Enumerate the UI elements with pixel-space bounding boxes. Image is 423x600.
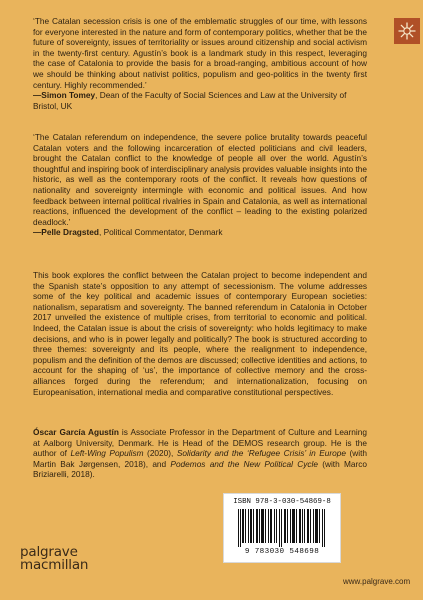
- endorsement-quote-2: [33, 132, 367, 238]
- quote-affiliation: , Dean of the Faculty of Social Sciences and Law at the University of Bristol, UK: [33, 90, 347, 111]
- barcode-bars: [238, 509, 326, 547]
- quote-author: —Simon Tomey: [33, 90, 96, 101]
- book-title: Left-Wing Populism: [70, 448, 144, 459]
- bio-segment: (2020),: [143, 448, 177, 459]
- isbn-label: ISBN 978-3-030-54869-8: [233, 498, 331, 506]
- quote-attribution: [33, 90, 367, 111]
- quote-attribution: [33, 227, 367, 238]
- bio-segment: is Associate Professor in the Department of Culture and Learning at Aalborg University, Denmark. He is Head of the DEMOS research group. He is the author of: [33, 427, 367, 459]
- author-name: Óscar García Agustín: [33, 427, 119, 437]
- isbn-barcode: [223, 493, 341, 563]
- endorsement-quote-1: [33, 16, 367, 111]
- publisher-name-line2: macmillan: [20, 557, 89, 573]
- book-description: [33, 270, 367, 397]
- quote-affiliation: , Political Commentator, Denmark: [98, 227, 223, 238]
- book-title: Podemos and the New Political Cycle: [170, 458, 318, 469]
- bio-segment: (with Marco Briziarelli, 2018).: [33, 458, 367, 480]
- description-text: This book explores the conflict between the Catalan project to become independent and the Spanish state’s opposition to any attempt of secessionism. The volume addresses some of the key political and academic issues of contemporary European societies: nationalism, separatism and sovereignty. The banned referendum in Catalonia in October 2017 unveiled the existence of multiple crises, from territorial to economic and political. Indeed, the Catalan issue is about the crisis of sovereignty: who holds legitimacy to make decisions, and who is in power legally and politically? The book is structured according to three themes: sovereignty and its people, where the realignment to independence, populism and the definition of the demos are discussed; collective identities and actions, to account for the shaping of ‘us’, the importance of collective memory and the cross-alliances forged during the referendum; and internationalization, focusing on Europeanisation, international media and comparative constitutional perspectives.: [33, 270, 367, 397]
- bio-segment: (with Martin Bak Jørgensen, 2018), and: [33, 448, 367, 469]
- springer-star-emblem-icon: [394, 18, 420, 44]
- publisher-url: www.palgrave.com: [343, 577, 411, 586]
- bio-text: [33, 427, 367, 480]
- barcode-digits: 9 783030 548698: [244, 548, 320, 556]
- author-bio: [33, 427, 367, 480]
- quote-text: ‘The Catalan referendum on independence, the severe police brutality towards peaceful Catalan voters and the following incarceration of elected politicians and civil leaders, brought the Catalan conflict to the knowledge of people all over the world. Agustín’s thoughtful and inspiring book of interdisciplinary analysis provides valuable insights into the historic, as well as the contemporary roots of the conflict. It reveals how questions of nationality and sovereignty intermingle with economic and political issues. And how feedback between internal political rivalries in Spain and Catalonia, as well as international reactions, influenced the development of the conflict – leading to the existing polarized deadlock.’: [33, 132, 367, 227]
- book-title: Solidarity and the ‘Refugee Crisis’ in Europe: [176, 448, 346, 459]
- quote-author: —Pelle Dragsted: [33, 227, 99, 238]
- publisher-logo: [20, 546, 110, 572]
- publisher-name-line1: palgrave: [20, 544, 78, 560]
- quote-text: ‘The Catalan secession crisis is one of the emblematic struggles of our time, with lessons for everyone interested in the nature and form of contemporary politics, whether that be the future of sovereignty, issues of territoriality or issues around citizenship and social activism in the twenty-first century. Agustín’s book is a landmark study in this respect, leveraging the case of Catalonia to provide the basis for a broad-ranging, ambitious account of how we should be thinking about nativist politics, populism and geo-politics in the twenty first century. Highly recommended.’: [33, 16, 367, 90]
